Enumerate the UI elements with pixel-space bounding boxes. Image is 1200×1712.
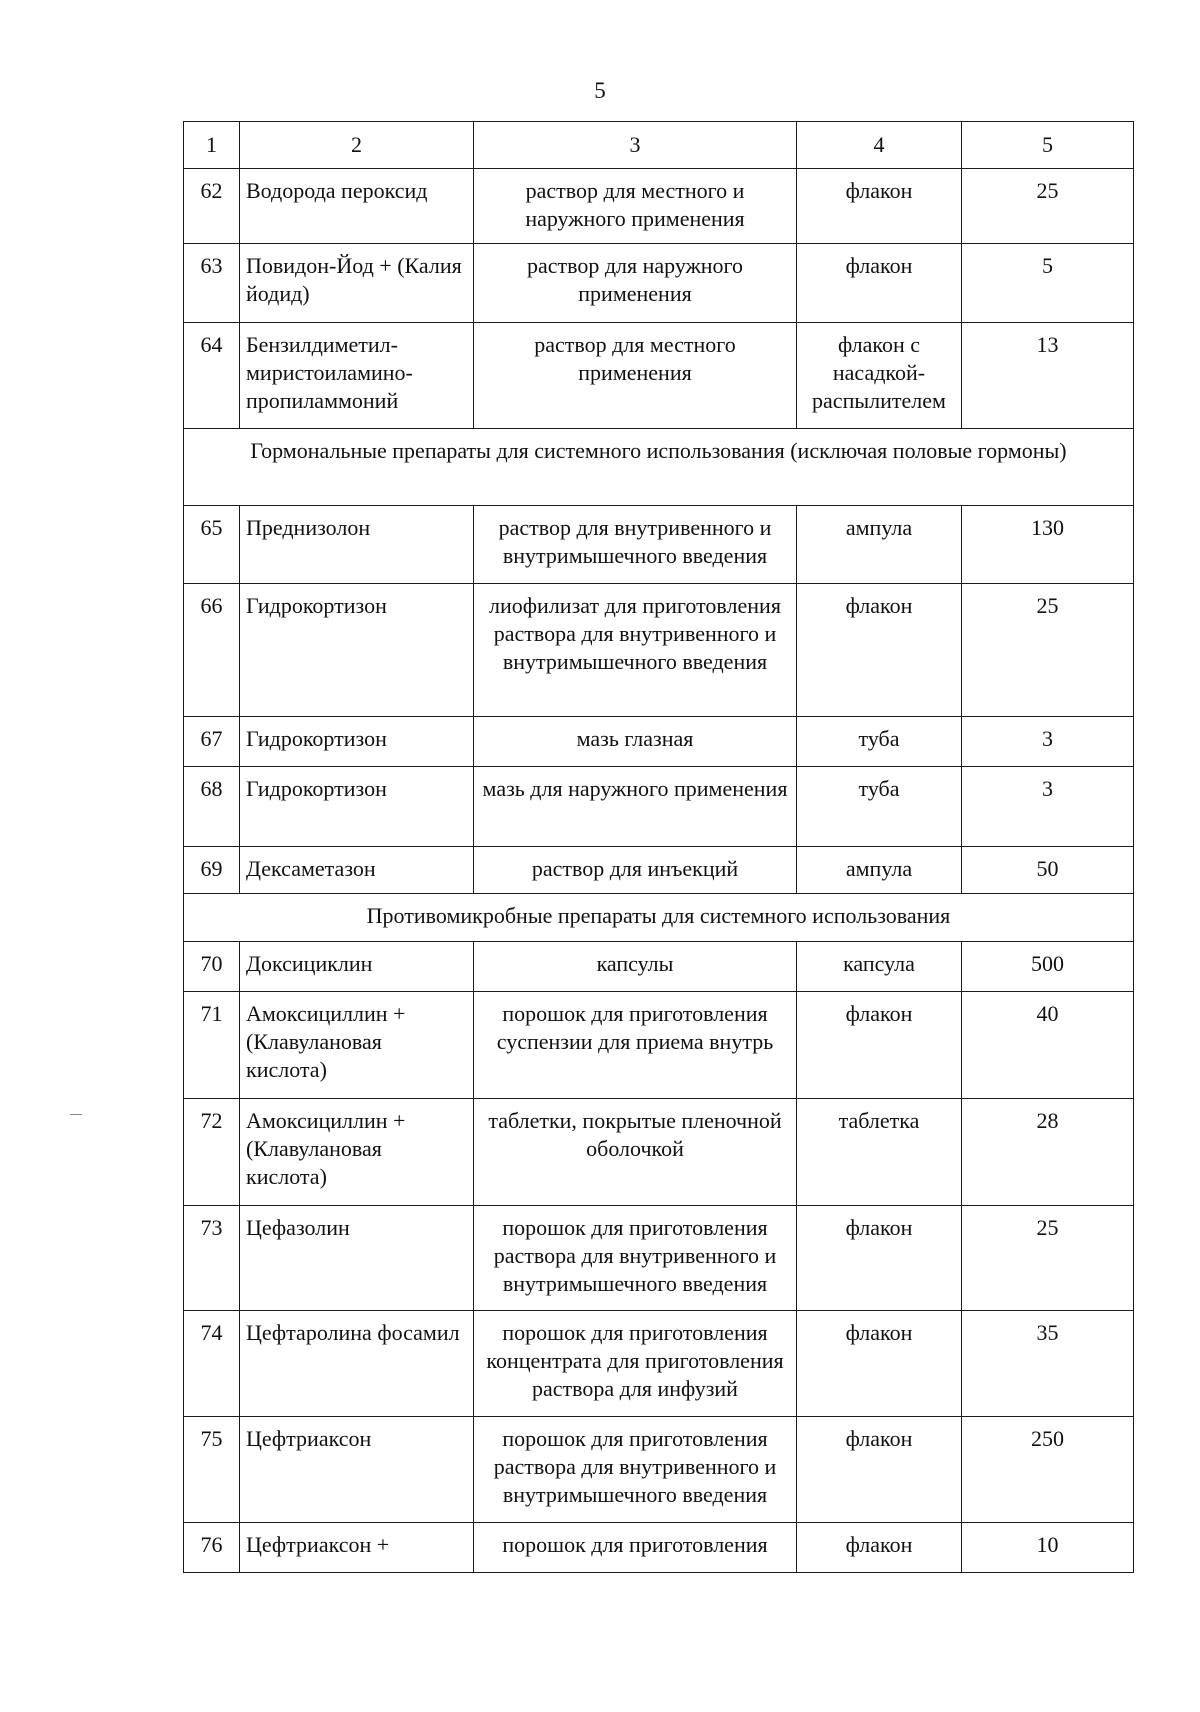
- section-row: [184, 429, 1134, 506]
- package-unit: таблетка: [797, 1099, 962, 1206]
- drug-name: Цефтриаксон: [240, 1417, 474, 1523]
- drug-name: Повидон-Йод + (Калия йодид): [240, 244, 474, 323]
- row-number: 71: [184, 992, 240, 1099]
- row-number: 64: [184, 323, 240, 429]
- row-number: 67: [184, 717, 240, 767]
- dosage-form: порошок для приготовления раствора для внутривенного и внутримышечного введения: [474, 1206, 797, 1311]
- row-number: 69: [184, 847, 240, 894]
- row-number: 73: [184, 1206, 240, 1311]
- section-title: Противомикробные препараты для системного использования: [184, 894, 1134, 942]
- dosage-form: порошок для приготовления суспензии для приема внутрь: [474, 992, 797, 1099]
- package-unit: флакон: [797, 1417, 962, 1523]
- drug-name: Цефтаролина фосамил: [240, 1311, 474, 1417]
- column-header-2: 2: [240, 122, 474, 169]
- row-number: 76: [184, 1523, 240, 1573]
- drug-name: Водорода пероксид: [240, 169, 474, 244]
- package-unit: флакон: [797, 1206, 962, 1311]
- dosage-form: раствор для внутривенного и внутримышечного введения: [474, 506, 797, 584]
- table-row: [184, 1099, 1134, 1206]
- drug-name: Дексаметазон: [240, 847, 474, 894]
- dosage-form: раствор для инъекций: [474, 847, 797, 894]
- table-row: [184, 169, 1134, 244]
- dosage-form: раствор для наружного применения: [474, 244, 797, 323]
- row-number: 74: [184, 1311, 240, 1417]
- table-row: [184, 506, 1134, 584]
- quantity: 13: [962, 323, 1134, 429]
- row-number: 65: [184, 506, 240, 584]
- table-row: [184, 1311, 1134, 1417]
- drug-name: Доксициклин: [240, 942, 474, 992]
- scan-artifact: [70, 1114, 82, 1115]
- column-header-5: 5: [962, 122, 1134, 169]
- package-unit: туба: [797, 767, 962, 847]
- column-header-3: 3: [474, 122, 797, 169]
- drug-name: Амоксициллин + (Клавулановая кислота): [240, 1099, 474, 1206]
- package-unit: флакон с насадкой-распылителем: [797, 323, 962, 429]
- package-unit: флакон: [797, 244, 962, 323]
- quantity: 5: [962, 244, 1134, 323]
- quantity: 25: [962, 169, 1134, 244]
- package-unit: туба: [797, 717, 962, 767]
- quantity: 28: [962, 1099, 1134, 1206]
- dosage-form: раствор для местного и наружного применения: [474, 169, 797, 244]
- quantity: 50: [962, 847, 1134, 894]
- drug-name: Амоксициллин + (Клавулановая кислота): [240, 992, 474, 1099]
- column-number-row: [184, 122, 1134, 169]
- table-row: [184, 992, 1134, 1099]
- dosage-form: лиофилизат для приготовления раствора для внутривенного и внутримышечного введения: [474, 584, 797, 717]
- quantity: 25: [962, 1206, 1134, 1311]
- table-row: [184, 323, 1134, 429]
- section-row: [184, 894, 1134, 942]
- quantity: 3: [962, 767, 1134, 847]
- quantity: 130: [962, 506, 1134, 584]
- package-unit: флакон: [797, 169, 962, 244]
- quantity: 250: [962, 1417, 1134, 1523]
- package-unit: флакон: [797, 1311, 962, 1417]
- column-header-4: 4: [797, 122, 962, 169]
- row-number: 68: [184, 767, 240, 847]
- table-row: [184, 847, 1134, 894]
- page-number: 5: [594, 78, 606, 103]
- table-row: [184, 584, 1134, 717]
- quantity: 500: [962, 942, 1134, 992]
- package-unit: флакон: [797, 1523, 962, 1573]
- drug-name: Бензилдиметил-миристоиламино-пропиламмоний: [240, 323, 474, 429]
- row-number: 75: [184, 1417, 240, 1523]
- column-header-1: 1: [184, 122, 240, 169]
- quantity: 10: [962, 1523, 1134, 1573]
- row-number: 70: [184, 942, 240, 992]
- dosage-form: мазь для наружного применения: [474, 767, 797, 847]
- dosage-form: капсулы: [474, 942, 797, 992]
- table-row: [184, 1417, 1134, 1523]
- table-row: [184, 767, 1134, 847]
- drug-name: Гидрокортизон: [240, 584, 474, 717]
- dosage-form: таблетки, покрытые пленочной оболочкой: [474, 1099, 797, 1206]
- table-row: [184, 1206, 1134, 1311]
- dosage-form: порошок для приготовления раствора для внутривенного и внутримышечного введения: [474, 1417, 797, 1523]
- package-unit: флакон: [797, 992, 962, 1099]
- row-number: 62: [184, 169, 240, 244]
- row-number: 63: [184, 244, 240, 323]
- quantity: 35: [962, 1311, 1134, 1417]
- medication-table: [183, 121, 1134, 1573]
- quantity: 40: [962, 992, 1134, 1099]
- drug-name: Гидрокортизон: [240, 717, 474, 767]
- dosage-form: порошок для приготовления: [474, 1523, 797, 1573]
- dosage-form: мазь глазная: [474, 717, 797, 767]
- quantity: 25: [962, 584, 1134, 717]
- table-body: [184, 169, 1134, 1573]
- table-row: [184, 1523, 1134, 1573]
- package-unit: капсула: [797, 942, 962, 992]
- dosage-form: раствор для местного применения: [474, 323, 797, 429]
- package-unit: ампула: [797, 847, 962, 894]
- table-row: [184, 717, 1134, 767]
- row-number: 66: [184, 584, 240, 717]
- package-unit: ампула: [797, 506, 962, 584]
- dosage-form: порошок для приготовления концентрата для приготовления раствора для инфузий: [474, 1311, 797, 1417]
- row-number: 72: [184, 1099, 240, 1206]
- quantity: 3: [962, 717, 1134, 767]
- drug-name: Цефтриаксон +: [240, 1523, 474, 1573]
- section-title: Гормональные препараты для системного использования (исключая половые гормоны): [184, 429, 1134, 506]
- drug-name: Цефазолин: [240, 1206, 474, 1311]
- drug-name: Гидрокортизон: [240, 767, 474, 847]
- table-row: [184, 244, 1134, 323]
- package-unit: флакон: [797, 584, 962, 717]
- drug-name: Преднизолон: [240, 506, 474, 584]
- table-row: [184, 942, 1134, 992]
